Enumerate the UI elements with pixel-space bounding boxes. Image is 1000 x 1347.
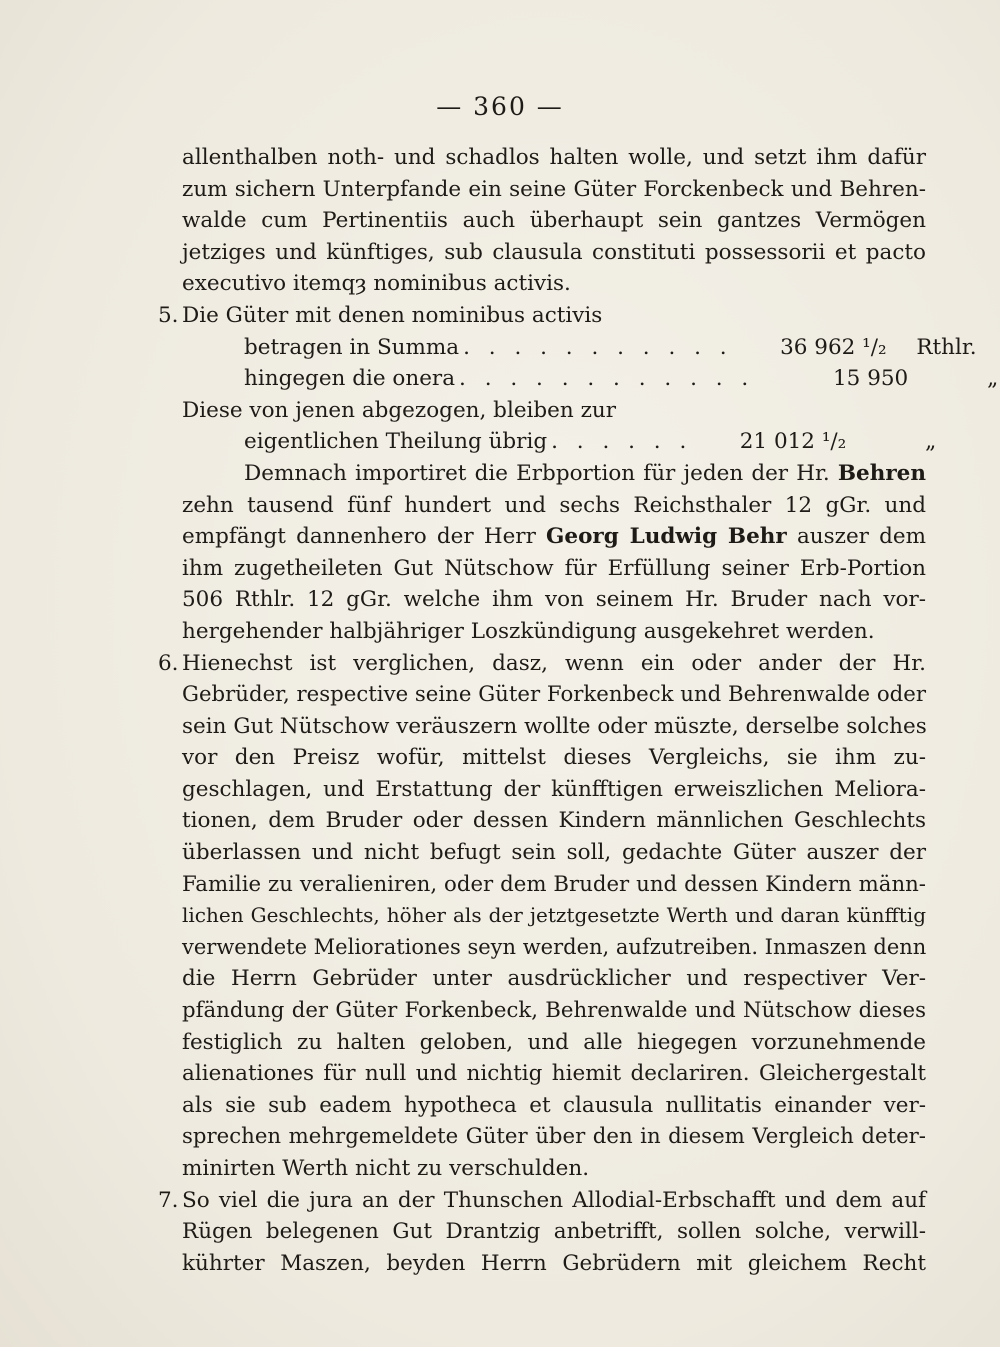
ledger-row-rest (182, 426, 937, 458)
text-line: alienationes für null und nichtig hiemit declariren. Gleichergestalt (182, 1061, 926, 1087)
ledger-label: hingegen die onera (244, 366, 456, 392)
text-line: Hienechst ist verglichen, dasz, wenn ein oder ander der Hr. (182, 650, 926, 676)
page-number: — 360 — (436, 92, 564, 121)
text-line (182, 521, 926, 553)
item-number: 7. (158, 1187, 179, 1213)
text-line: sprechen mehrgemeldete Güter über den in diesem Vergleich deter- (182, 1124, 926, 1150)
text-line: vor den Preisz wofür, mittelst dieses Vergleichs, sie ihm zu- (182, 745, 926, 771)
text-line: tionen, dem Bruder oder dessen Kindern männlichen Geschlechts (182, 808, 926, 834)
text-line: 506 Rthlr. 12 gGr. welche ihm von seinem Hr. Bruder nach vor- (182, 587, 926, 613)
text-line: festiglich zu halten geloben, und alle hiegegen vorzunehmende (182, 1029, 926, 1055)
text-line: Die Güter mit denen nominibus activis (182, 302, 603, 328)
ledger-leader-dots: . . . . . . . . . . . (463, 334, 733, 360)
text-line: executivo itemqȝ nominibus activis. (182, 271, 571, 297)
text-line: die Herrn Gebrüder unter ausdrücklicher und respectiver Ver- (182, 966, 926, 992)
ledger-unit: „ (925, 429, 937, 455)
text-line: pfändung der Güter Forkenbeck, Behrenwalde und Nütschow dieses (182, 998, 926, 1024)
ledger-amount: 36 962 ¹/₂ (780, 334, 887, 360)
text-line: Diese von jenen abgezogen, bleiben zur (182, 397, 617, 423)
ledger-unit: Rthlr. (916, 334, 977, 360)
text-line: allenthalben noth- und schadlos halten wolle, und setzt ihm dafür (182, 145, 926, 170)
text-line: ihm zugetheileten Gut Nütschow für Erfüllung seiner Erb-Portion (182, 555, 926, 581)
text-line (182, 458, 926, 490)
intro-paragraph (182, 142, 926, 300)
text-line: hergehender halbjähriger Loszkündigung ausgekehret werden. (182, 618, 875, 644)
ledger-amount: 21 012 ¹/₂ (739, 429, 847, 455)
ledger-row-onera (182, 363, 999, 395)
item-6 (158, 648, 927, 1185)
text-run: empfängt dannenhero der Herr (182, 524, 536, 550)
text-line: kührter Maszen, beyden Herrn Gebrüdern mit gleichem Recht (182, 1250, 926, 1276)
text-line: zum sichern Unterpfande ein seine Güter Forckenbeck und Behren- (182, 176, 926, 202)
ledger-unit: „ (987, 366, 999, 392)
item-5 (158, 300, 999, 648)
text-line: geschlagen, und Erstattung der künfftigen erweiszlichen Meliora- (182, 776, 926, 802)
person-name-bold: Georg Ludwig Behr (546, 524, 787, 550)
text-line: So viel die jura an der Thunschen Allodial-Erbschafft und dem auf (182, 1187, 926, 1213)
text-run: Demnach importiret die Erbportion für jeden der Hr. (244, 460, 830, 486)
text-line: minirten Werth nicht zu verschulden. (182, 1156, 590, 1181)
text-line: überlassen und nicht befugt sein soll, gedachte Güter auszer der (182, 840, 926, 866)
ledger-label: eigentlichen Theilung übrig (244, 429, 548, 455)
text-line: Gebrüder, respective seine Güter Forkenbeck und Behrenwalde oder (182, 682, 927, 708)
text-run: auszer dem (796, 524, 927, 550)
ledger-amount: 15 950 (833, 366, 909, 392)
text-line: sein Gut Nütschow veräuszern wollte oder müszte, derselbe solches (182, 713, 927, 739)
text-line: als sie sub eadem hypotheca et clausula nullitatis einander ver- (182, 1092, 926, 1118)
text-line: zehn tausend fünf hundert und sechs Reichsthaler 12 gGr. und (182, 492, 926, 518)
item-number: 6. (158, 650, 179, 676)
ledger-label: betragen in Summa (244, 334, 460, 360)
ledger-leader-dots: . . . . . . (551, 429, 693, 455)
text-line: verwendete Meliorationes seyn werden, aufzutreiben. Inmaszen denn (182, 934, 927, 959)
surname-bold: Behren (837, 460, 926, 486)
item-7 (158, 1185, 926, 1280)
text-line: Familie zu veralieniren, oder dem Bruder und dessen Kindern männ- (182, 871, 926, 897)
ledger-row-summa (182, 332, 977, 364)
text-line: walde cum Pertinentiis auch überhaupt sein gantzes Vermögen (182, 208, 926, 234)
item-number: 5. (158, 302, 179, 328)
page-body (158, 142, 999, 1279)
text-line: lichen Geschlechts, höher als der jetztgesetzte Werth und daran künfftig (182, 903, 926, 928)
text-line: Rügen belegenen Gut Drantzig anbetrifft, sollen solche, verwill- (182, 1219, 926, 1245)
text-line: jetziges und künftiges, sub clausula constituti possessorii et pacto (182, 239, 926, 265)
ledger-leader-dots: . . . . . . . . . . . . (459, 366, 755, 392)
